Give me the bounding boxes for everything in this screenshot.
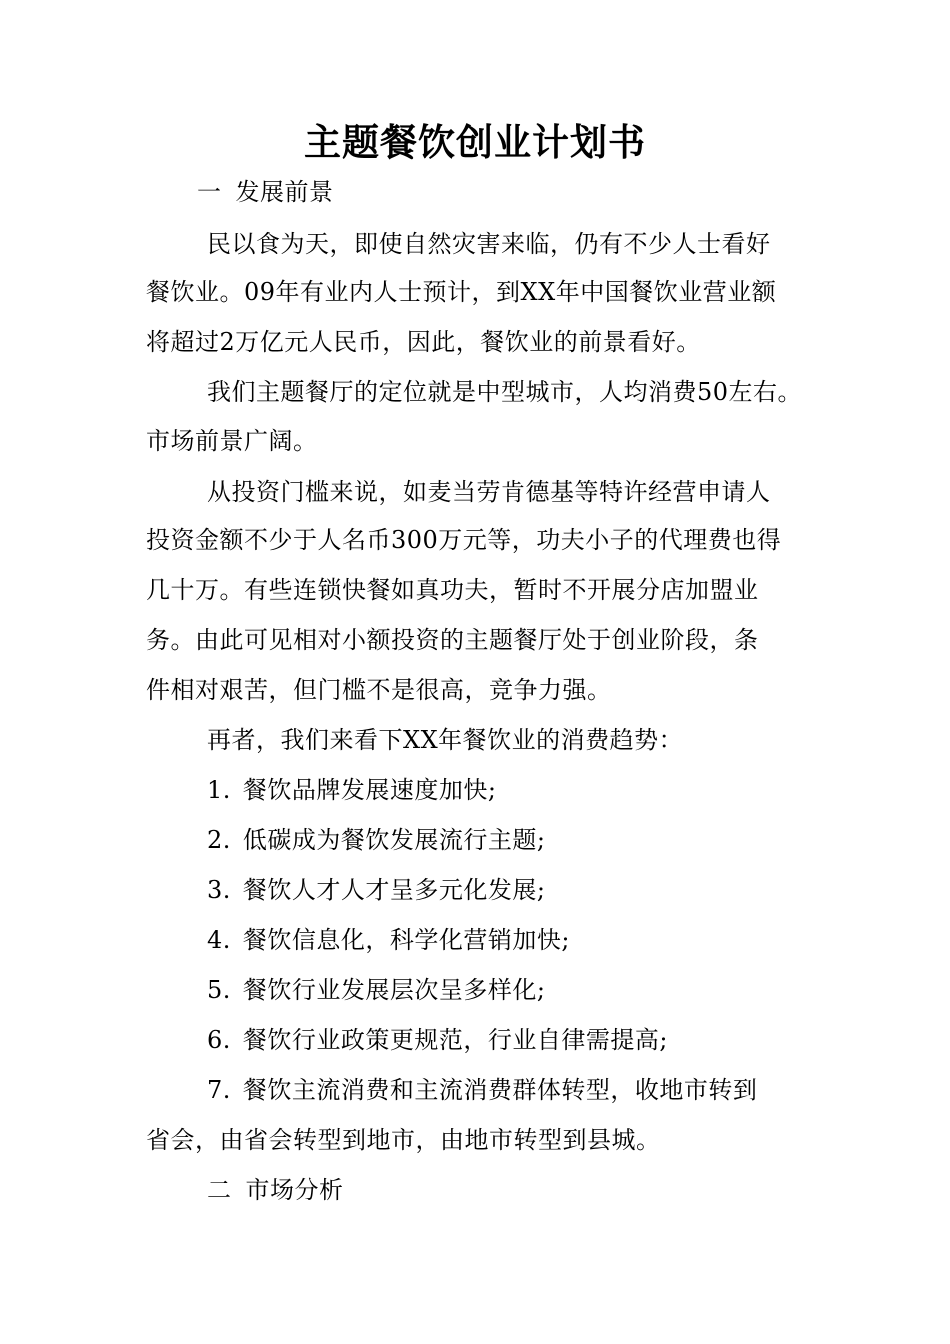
list-item [207, 874, 546, 906]
list-item [207, 1024, 668, 1056]
paragraph-line: 几十万。有些连锁快餐如真功夫，暂时不开展分店加盟业 [146, 576, 759, 604]
paragraph-line: 餐饮业。09年有业内人士预计，到XX年中国餐饮业营业额 [146, 278, 777, 306]
list-text: 餐饮主流消费和主流消费群体转型，收地市转到 [242, 1076, 758, 1104]
section-heading-1 [197, 176, 334, 208]
paragraph-line: 再者，我们来看下XX年餐饮业的消费趋势： [207, 726, 684, 754]
paragraph-line: 务。由此可见相对小额投资的主题餐厅处于创业阶段，条 [146, 626, 759, 654]
paragraph-line: 从投资门槛来说，如麦当劳肯德基等特许经营申请人 [207, 478, 771, 506]
list-text: 低碳成为餐饮发展流行主题; [242, 826, 546, 854]
section-number: 一 [197, 178, 222, 206]
list-text: 餐饮行业政策更规范，行业自律需提高; [242, 1026, 668, 1054]
paragraph-line: 投资金额不少于人名币300万元等，功夫小子的代理费也得 [146, 526, 782, 554]
list-text: 餐饮人才人才呈多元化发展; [242, 876, 546, 904]
list-item [207, 824, 546, 856]
list-item [207, 974, 546, 1006]
list-item [207, 774, 497, 806]
section-number: 二 [207, 1176, 232, 1204]
document-title: 主题餐饮创业计划书 [304, 121, 646, 164]
list-item-continuation: 省会，由省会转型到地市，由地市转型到县城。 [146, 1126, 661, 1154]
paragraph-line: 将超过2万亿元人民币，因此，餐饮业的前景看好。 [146, 328, 701, 356]
list-number: 2. [207, 826, 231, 854]
list-number: 1. [207, 776, 231, 804]
section-label: 市场分析 [245, 1176, 344, 1204]
section-heading-2 [207, 1174, 344, 1206]
paragraph-line: 民以食为天，即使自然灾害来临，仍有不少人士看好 [207, 230, 771, 258]
paragraph-line: 我们主题餐厅的定位就是中型城市，人均消费50左右。 [207, 378, 803, 406]
paragraph-line: 件相对艰苦，但门槛不是很高，竞争力强。 [146, 676, 612, 704]
list-text: 餐饮行业发展层次呈多样化; [242, 976, 546, 1004]
list-number: 6. [207, 1026, 231, 1054]
list-number: 4. [207, 926, 231, 954]
list-text: 餐饮信息化，科学化营销加快; [242, 926, 570, 954]
list-item [207, 924, 570, 956]
list-number: 3. [207, 876, 231, 904]
list-text: 餐饮品牌发展速度加快; [242, 776, 497, 804]
list-item [207, 1074, 757, 1106]
paragraph-line: 市场前景广阔。 [146, 427, 318, 455]
list-number: 7. [207, 1076, 231, 1104]
section-label: 发展前景 [235, 178, 334, 206]
list-number: 5. [207, 976, 231, 1004]
